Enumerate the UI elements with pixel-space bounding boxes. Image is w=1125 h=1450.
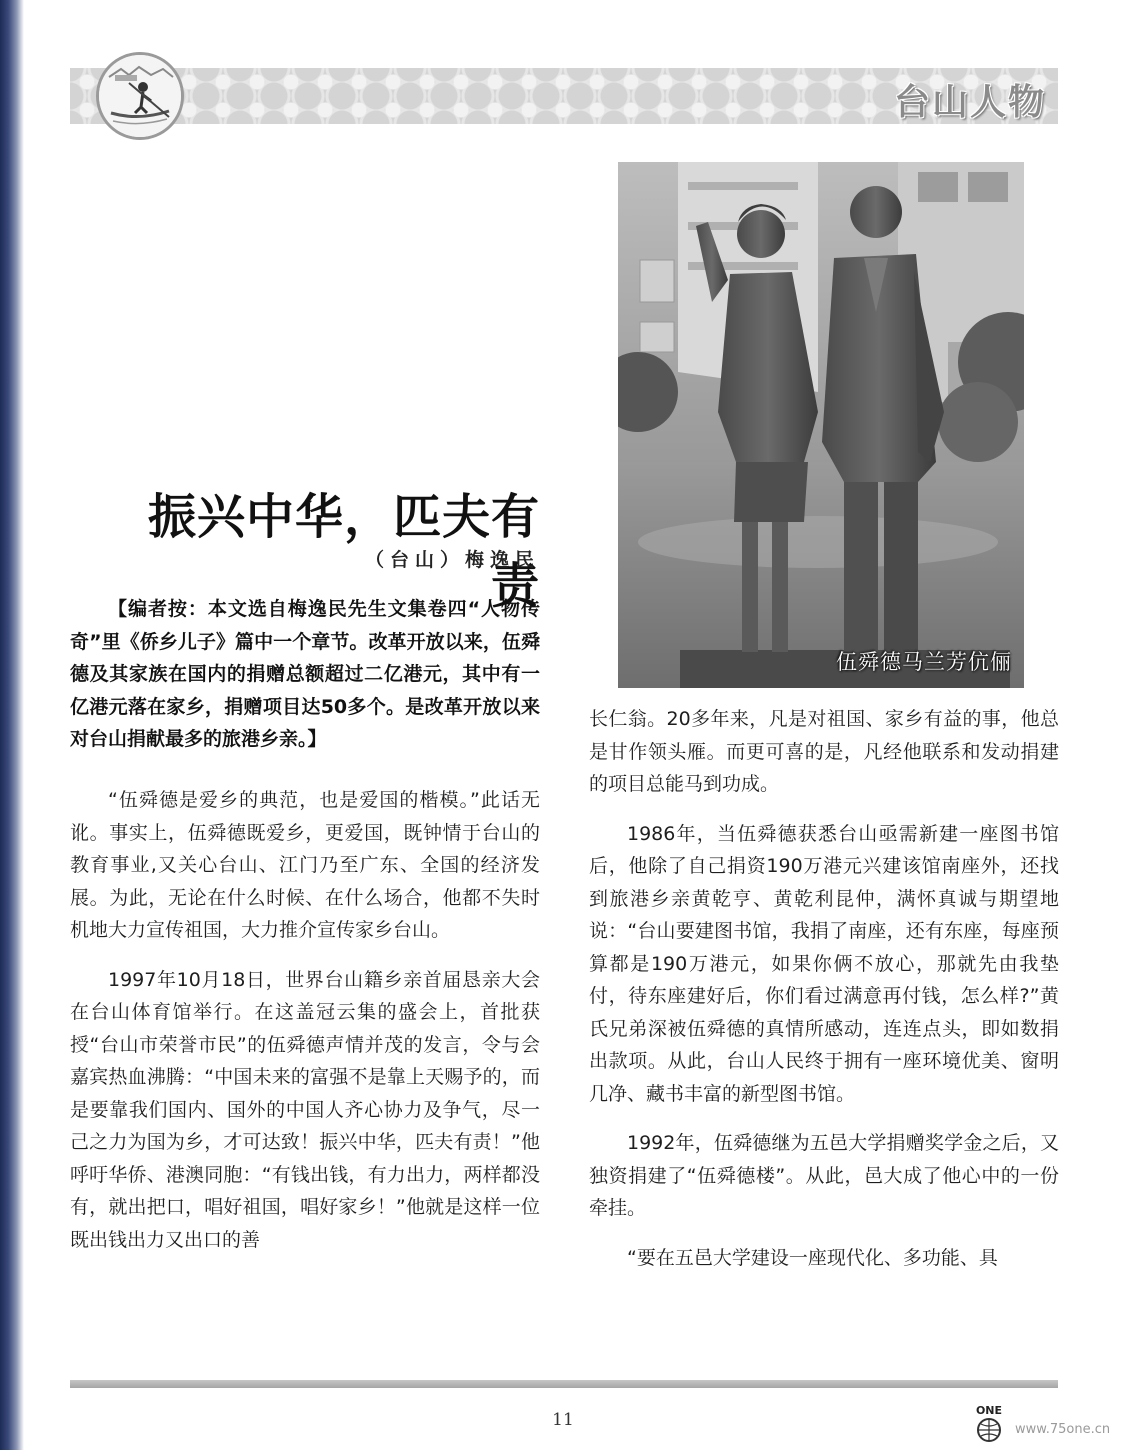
body-paragraph: 1997年10月18日，世界台山籍乡亲首届恳亲大会在台山体育馆举行。在这盖冠云集的盛会上，首批获授“台山市荣誉市民”的伍舜德声情并茂的发言，令与会嘉宾热血沸腾：“中国未来的富强不是靠上天赐予的，而是要靠我们国内、国外的中国人齐心协力及争气，尽一己之力为国为乡，才可达致！振兴中华，匹夫有责！”他呼吁华侨、港澳同胞：“有钱出钱，有力出力，两样都没有，就出把口，唱好祖国，唱好家乡！”他就是这样一位既出钱出力又出口的善	[70, 968, 540, 1251]
editor-note: 【编者按：本文选自梅逸民先生文集卷四“人物传奇”里《侨乡儿子》篇中一个章节。改革开放以来，伍舜德及其家族在国内的捐赠总额超过二亿港元，其中有一亿港元落在家乡，捐赠项目达50多个。是改革开放以来对台山捐献最多的旅港乡亲。】	[70, 598, 540, 750]
section-header-band	[70, 68, 1058, 124]
body-paragraph: “伍舜德是爱乡的典范，也是爱国的楷模。”此话无讹。事实上，伍舜德既爱乡，更爱国，既钟情于台山的教育事业,又关心台山、江门乃至广东、全国的经济发展。为此，无论在什么时候、在什么场合，他都不失时机地大力宣传祖国，大力推介宣传家乡台山。	[70, 789, 540, 941]
article-title: 振兴中华，匹夫有责	[147, 489, 540, 614]
body-paragraph-continuation: 长仁翁。20多年来，凡是对祖国、家乡有益的事，他总是甘作领头雁。而更可喜的是，凡经他联系和发动捐建的项目总能马到功成。	[589, 708, 1059, 795]
body-paragraph: 1992年，伍舜德继为五邑大学捐赠奖学金之后，又独资捐建了“伍舜德楼”。从此，邑大成了他心中的一份牵挂。	[589, 1132, 1059, 1219]
body-paragraph: “要在五邑大学建设一座现代化、多功能、具	[627, 1246, 998, 1269]
page-number: 11	[552, 1410, 574, 1430]
watermark-url: www.75one.cn	[1015, 1422, 1111, 1437]
binding-shadow	[0, 0, 24, 1450]
logo-text: ONE	[975, 1404, 1003, 1417]
footer-rule	[70, 1380, 1058, 1388]
site-logo-icon	[965, 1402, 1013, 1442]
article-byline: （台山）梅逸民	[364, 549, 540, 571]
right-column	[589, 703, 1059, 1291]
body-paragraph: 1986年，当伍舜德获悉台山亟需新建一座图书馆后，他除了自己捐资190万港元兴建该馆南座外，还找到旅港乡亲黄乾亨、黄乾利昆仲，满怀真诚与期望地说：“台山要建图书馆，我捐了南座，还有东座，每座预算都是190万港元，如果你俩不放心，那就先由我垫付，待东座建好后，你们看过满意再付钱，怎么样?”黄氏兄弟深被伍舜德的真情所感动，连连点头，即如数捐出款项。从此，台山人民终于拥有一座环境优美、窗明几净、藏书丰富的新型图书馆。	[589, 822, 1059, 1105]
left-column	[70, 784, 540, 1273]
photo-caption: 伍舜德马兰芳伉俪	[836, 650, 1012, 674]
section-title: 台山人物	[893, 82, 1046, 123]
statue-photo	[618, 162, 1024, 688]
boatman-emblem-icon	[96, 52, 184, 140]
